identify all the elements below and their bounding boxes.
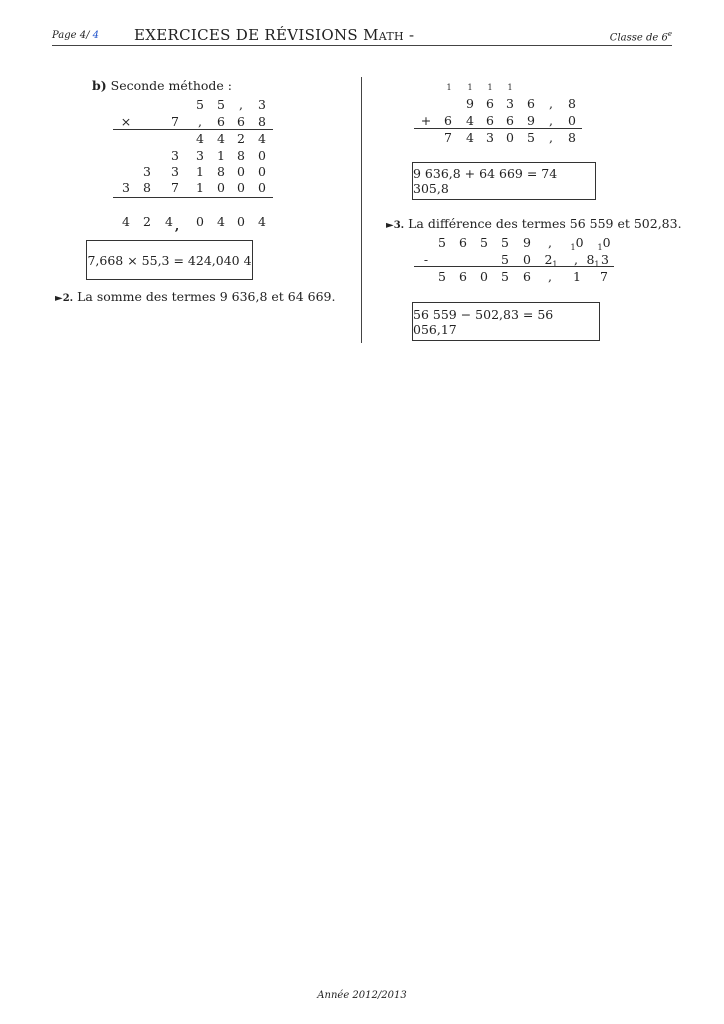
digit: 9 (527, 113, 535, 128)
digit: 1 (196, 180, 204, 195)
item-2-label: ►2. (55, 293, 74, 304)
digit: 4 (258, 214, 266, 229)
carry: 1 (507, 83, 513, 92)
item-b-text: Seconde méthode : (110, 78, 232, 93)
carry: 1 (446, 83, 452, 92)
item-3-label: ►3. (386, 220, 405, 231)
column-divider (361, 77, 362, 343)
borrow-mark: 1 (570, 243, 576, 252)
digit: , (574, 252, 578, 267)
digit: 5 (438, 269, 446, 284)
digit: 6 (459, 235, 467, 250)
digit: 5 (217, 97, 225, 112)
digit: 0 (237, 180, 245, 195)
decimal-comma: , (174, 218, 180, 233)
digit: 5 (501, 235, 509, 250)
footer: Année 2012/2013 (317, 990, 407, 1001)
digit: 3 (171, 164, 179, 179)
digit: 9 (523, 235, 531, 250)
digit: 3 (143, 164, 151, 179)
digit: 7 (171, 180, 179, 195)
digit: 4 (258, 131, 266, 146)
digit-borrow (592, 235, 616, 252)
digit-borrow (565, 235, 589, 252)
page-total-link[interactable]: 4 (92, 30, 100, 41)
rule (414, 128, 582, 129)
digit: 6 (459, 269, 467, 284)
digit: 5 (438, 235, 446, 250)
digit: , (549, 96, 553, 111)
digit: 1 (196, 164, 204, 179)
digit: 8 (237, 148, 245, 163)
digit: 6 (527, 96, 535, 111)
class-text: Classe de 6 (609, 32, 668, 44)
sum-result: 9 636,8 + 64 669 = 74 305,8 (413, 166, 558, 196)
digit: , (548, 269, 552, 284)
digit: 4 (196, 131, 204, 146)
digit: 8 (586, 252, 595, 267)
item-b (92, 78, 232, 93)
digit: 0 (568, 113, 576, 128)
digit: 8 (143, 180, 151, 195)
digit: 0 (258, 164, 266, 179)
digit: 2 (544, 252, 553, 267)
digit: 6 (444, 113, 452, 128)
digit: , (239, 97, 243, 112)
page-label: Page 4/ (52, 30, 93, 41)
digit: 0 (575, 235, 584, 250)
digit: 8 (258, 114, 266, 129)
digit: 1 (573, 269, 581, 284)
digit: 6 (506, 113, 514, 128)
item-b-label: b) (92, 78, 107, 93)
rule (414, 266, 614, 267)
digit: 6 (486, 113, 494, 128)
item-3-text: La différence des termes 56 559 et 502,83. (408, 216, 682, 231)
digit: 5 (527, 130, 535, 145)
digit: 3 (196, 148, 204, 163)
digit: 2 (237, 131, 245, 146)
digit: 6 (523, 269, 531, 284)
class-label (610, 30, 672, 43)
digit: 7 (444, 130, 452, 145)
digit: 6 (217, 114, 225, 129)
digit: , (549, 113, 553, 128)
digit: 8 (217, 164, 225, 179)
carry-mark: 1 (552, 260, 558, 269)
digit: 0 (523, 252, 531, 267)
digit: 0 (237, 214, 245, 229)
digit: 8 (568, 96, 576, 111)
rule (113, 129, 273, 130)
digit: 4 (122, 214, 130, 229)
digit: 4 (165, 214, 173, 229)
digit: 0 (480, 269, 488, 284)
minus-operator: - (423, 252, 429, 267)
digit: 4 (466, 113, 474, 128)
digit: 0 (237, 164, 245, 179)
item-2 (55, 289, 335, 304)
times-operator: × (120, 114, 132, 129)
difference-result: 56 559 − 502,83 = 56 056,17 (413, 306, 554, 337)
digit: 3 (122, 180, 130, 195)
digit: 0 (217, 180, 225, 195)
digit: 3 (258, 97, 266, 112)
carry: 1 (467, 83, 473, 92)
title-text: EXERCICES DE RÉVISIONS (134, 26, 358, 44)
digit: , (549, 130, 553, 145)
digit: , (548, 235, 552, 250)
digit: 0 (602, 235, 611, 250)
carry: 1 (487, 83, 493, 92)
digit: 3 (171, 148, 179, 163)
digit: 6 (486, 96, 494, 111)
digit: 1 (217, 148, 225, 163)
digit: 5 (501, 269, 509, 284)
digit: 6 (237, 114, 245, 129)
digit: 4 (217, 131, 225, 146)
digit: 8 (568, 130, 576, 145)
digit: 5 (480, 235, 488, 250)
subject-text: Math - (363, 26, 415, 44)
digit: 5 (196, 97, 204, 112)
page-title (134, 26, 414, 44)
digit: 3 (486, 130, 494, 145)
digit: 0 (258, 148, 266, 163)
digit: 0 (258, 180, 266, 195)
digit: 2 (143, 214, 151, 229)
digit: 4 (466, 130, 474, 145)
digit: 7 (171, 114, 179, 129)
difference-result-box (412, 302, 600, 341)
digit: 3 (601, 252, 609, 267)
digit: 4 (217, 214, 225, 229)
rule (113, 197, 273, 198)
page-number (52, 30, 99, 41)
product-result-box (86, 240, 253, 280)
digit: , (198, 114, 202, 129)
item-2-text: La somme des termes 9 636,8 et 64 669. (77, 289, 336, 304)
digit: 7 (600, 269, 608, 284)
digit: 9 (466, 96, 474, 111)
digit: 0 (196, 214, 204, 229)
carry-mark: 1 (594, 260, 600, 269)
digit: 5 (501, 252, 509, 267)
sum-result-box (412, 162, 596, 200)
borrow-mark: 1 (597, 243, 603, 252)
digit: 0 (506, 130, 514, 145)
class-sup: e (667, 30, 672, 38)
product-result: 7,668 × 55,3 = 424,040 4 (87, 252, 252, 268)
plus-operator: + (420, 113, 432, 128)
item-3 (386, 216, 682, 231)
digit: 3 (506, 96, 514, 111)
header-divider (52, 45, 672, 46)
